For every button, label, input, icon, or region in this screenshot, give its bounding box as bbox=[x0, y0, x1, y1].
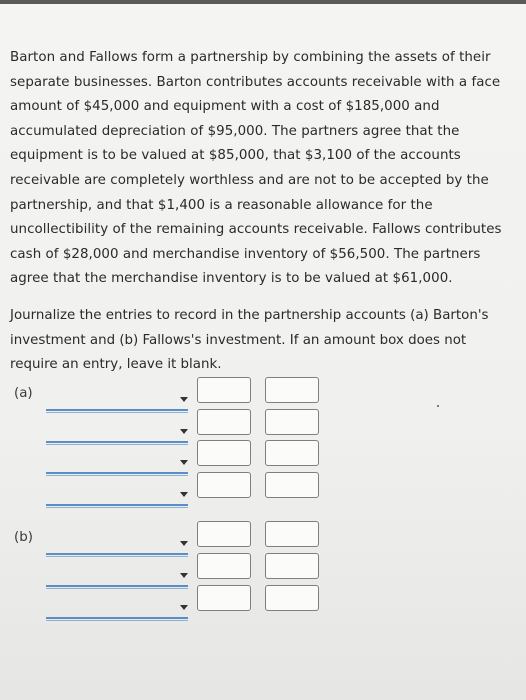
account-select-b3[interactable] bbox=[46, 599, 188, 619]
account-select-a4[interactable] bbox=[46, 486, 188, 506]
credit-input-b2[interactable] bbox=[265, 553, 319, 579]
chevron-down-icon bbox=[180, 492, 188, 497]
debit-input-b1[interactable] bbox=[197, 521, 251, 547]
debit-input-b3[interactable] bbox=[197, 585, 251, 611]
debit-input-a2[interactable] bbox=[197, 409, 251, 435]
chevron-down-icon bbox=[180, 429, 188, 434]
stray-dot bbox=[437, 405, 439, 407]
entry-row-b3 bbox=[46, 599, 326, 625]
credit-input-b1[interactable] bbox=[265, 521, 319, 547]
chevron-down-icon bbox=[180, 397, 188, 402]
question-card bbox=[0, 4, 526, 700]
instructions-text: Journalize the entries to record in the partnership accounts (a) Barton's investment and (b) Fallows's investment. If an amount box does not require an entry, leave it blank. bbox=[10, 308, 489, 373]
chevron-down-icon bbox=[180, 605, 188, 610]
account-select-a2[interactable] bbox=[46, 423, 188, 443]
debit-input-a1[interactable] bbox=[197, 377, 251, 403]
credit-input-b3[interactable] bbox=[265, 585, 319, 611]
part-a-label: (a) bbox=[14, 386, 33, 401]
account-select-a3[interactable] bbox=[46, 454, 188, 474]
account-select-a1[interactable] bbox=[46, 391, 188, 411]
part-b-label: (b) bbox=[14, 530, 33, 545]
account-select-b2[interactable] bbox=[46, 567, 188, 587]
debit-input-a3[interactable] bbox=[197, 440, 251, 466]
chevron-down-icon bbox=[180, 541, 188, 546]
credit-input-a1[interactable] bbox=[265, 377, 319, 403]
chevron-down-icon bbox=[180, 573, 188, 578]
chevron-down-icon bbox=[180, 460, 188, 465]
entry-row-a4 bbox=[46, 486, 326, 512]
credit-input-a4[interactable] bbox=[265, 472, 319, 498]
debit-input-b2[interactable] bbox=[197, 553, 251, 579]
credit-input-a3[interactable] bbox=[265, 440, 319, 466]
problem-text: Barton and Fallows form a partnership by combining the assets of their separate businesses. Barton contributes accounts receivable with a face amount of $45,000 and equipment with a cost of $185,000 and accumulated depreciation of $95,000. The partners agree that the equipment is to be valued at $85,000, that $3,100 of the accounts receivable are completely worthless and are not to be accepted by the partnership, and that $1,400 is a reasonable allowance for the uncollectibility of the remaining accounts receivable. Fallows contributes cash of $28,000 and merchandise inventory of $56,500. The partners agree that the merchandise inventory is to be valued at $61,000. bbox=[10, 50, 502, 287]
debit-input-a4[interactable] bbox=[197, 472, 251, 498]
credit-input-a2[interactable] bbox=[265, 409, 319, 435]
account-select-b1[interactable] bbox=[46, 535, 188, 555]
